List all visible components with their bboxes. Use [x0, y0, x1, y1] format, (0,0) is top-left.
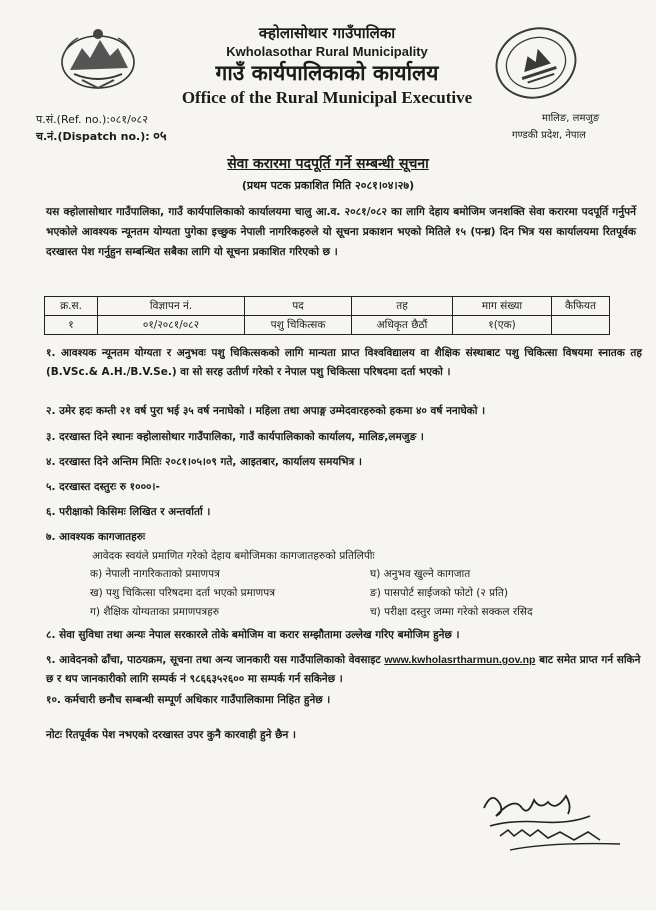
nepal-emblem-logo [52, 22, 144, 94]
handwritten-signature [470, 786, 640, 856]
office-name-np: गाउँ कार्यपालिकाको कार्यालय [215, 61, 439, 85]
item-text: लिखित र अन्तर्वार्ता । [129, 506, 211, 518]
document-council-registration: ख) पशु चिकित्सा परिषदमा दर्ता भएको प्रमाणपत्र [90, 587, 276, 599]
table-header: माग संख्या [453, 297, 552, 316]
ref-value: ०८१/०८२ [109, 113, 148, 126]
requirement-benefits [46, 626, 642, 645]
notice-title: सेवा करारमा पदपूर्ति गर्ने सम्बन्धी सूचना [227, 156, 429, 172]
item-number: ६. [46, 506, 56, 518]
address-line-2: गण्डकी प्रदेश, नेपाल [512, 130, 586, 141]
item-text: कर्मचारी छनौच सम्बन्धी सम्पूर्ण अधिकार गाउँपालिकामा निहित हुनेछ । [64, 694, 331, 706]
item-number: ३. [46, 431, 56, 443]
table-cell: पशु चिकित्सक [245, 316, 352, 335]
document-citizenship: क) नेपाली नागरिकताको प्रमाणपत्र [90, 568, 220, 580]
item-text: आवेदनको ढाँचा, पाठयक्रम, सूचना तथा अन्य जानकारी यस गाउँपालिकाको वेवसाइट [59, 654, 381, 666]
documents-intro: आवेदक स्वयंले प्रमाणित गरेको देहाय बमोजिमका कागजातहरुको प्रतिलिपीः [92, 550, 375, 562]
table-cell: ०१/२०८१/०८२ [98, 316, 245, 335]
table-cell: १(एक) [453, 316, 552, 335]
item-text: क्होलासोथार गाउँपालिका, गाउँ कार्यपालिकाको कार्यालय, मालिङ,लमजुङ । [136, 431, 424, 443]
item-number: ४. [46, 456, 56, 468]
requirement-exam-type [46, 503, 642, 522]
document-academic-certificates: ग) शैक्षिक योग्यताका प्रमाणपत्रहरु [90, 606, 219, 618]
document-experience: घ) अनुभव खुल्ने कागजात [370, 568, 471, 580]
requirement-authority [46, 691, 642, 710]
item-number: २. [46, 405, 56, 417]
requirement-application-place [46, 428, 642, 447]
item-label: उमेर हदः [59, 405, 93, 417]
item-text: पशु चिकित्सकको लागि मान्यता प्राप्त विश्वविद्यालय वा शैक्षिक संस्थाबाट पशु चिकित्सा विषयमा स्नातक तह (B.VSc.& A.H./B.V.Se.) वा सो सरह उतीर्ण गरेको र नेपाल पशु चिकित्सा परिषदमा दर्ता भएको । [46, 347, 642, 378]
item-label: आवश्यक न्यूनतम योग्यता र अनुभवः [61, 347, 206, 359]
document-photo: ङ) पासपोर्ट साईजको फोटो (२ प्रति) [370, 587, 508, 599]
table-cell: अधिकृत छैठौं [352, 316, 453, 335]
notice-subtitle: (प्रथम पटक प्रकाशित मिति २०८१।०४।२७) [241, 179, 415, 192]
requirement-age-limit [46, 402, 642, 421]
table-header: क्र.स. [45, 297, 98, 316]
table-header: कैफियत [552, 297, 610, 316]
item-number: ५. [46, 481, 56, 493]
item-label: दरखास्त दस्तुरः [59, 481, 117, 493]
table-row [45, 316, 610, 335]
item-label: सेवा सुविधा तथा अन्यः [59, 629, 146, 641]
item-number: ७. [46, 531, 56, 543]
item-text: रु १०००।- [119, 481, 160, 493]
reference-number [36, 112, 148, 127]
item-text: नेपाल सरकारले तोके बमोजिम वा करार सम्झौतामा उल्लेख गरिए बमोजिम हुनेछ । [148, 629, 460, 641]
notice-intro: यस क्होलासोथार गाउँपालिका, गाउँ कार्यपालिकाको कार्यालयमा चालु आ.व. २०८१/०८२ का लागि देहाय बमोजिम जनशक्ति सेवा करारमा पदपूर्ति गर्नुपर्ने भएकोले आवश्यक न्यूनतम योग्यता पुगेका इच्छुक नेपाली नागरिकहरुले यो सूचना प्रकाशन भएको मितिले १५ (पन्ध्र) दिन भित्र यस कार्यालयमा रितपूर्वक दरखास्त पेश गर्नुहुन सम्बन्धित सबैका लागि यो सूचना प्रकाशित गरिएको छ । [46, 206, 636, 258]
item-number: ८. [46, 629, 56, 641]
document-fee-receipt: च) परीक्षा दस्तुर जम्मा गरेको सक्कल रसिद [370, 606, 533, 618]
item-label: दरखास्त दिने स्थानः [59, 431, 134, 443]
vacancy-table [44, 296, 610, 335]
requirement-qualification [46, 344, 642, 382]
office-name-en: Office of the Rural Municipal Executive [181, 88, 473, 107]
table-header: पद [245, 297, 352, 316]
municipality-name-np: क्होलासोथार गाउँपालिका [258, 24, 396, 42]
address-line-1: मालिङ, लमजुङ [542, 113, 600, 124]
item-label: दरखास्त दिने अन्तिम मितिः [59, 456, 162, 468]
office-seal-stamp [488, 18, 584, 108]
requirement-website-contact [46, 651, 646, 689]
table-header: विज्ञापन नं. [98, 297, 245, 316]
table-header: तह [352, 297, 453, 316]
ref-label: प.सं.(Ref. no.): [36, 113, 110, 126]
dispatch-label: च.नं.(Dispatch no.): [36, 130, 150, 143]
requirement-deadline [46, 453, 642, 472]
dispatch-number [36, 129, 167, 144]
item-number: ९. [46, 654, 56, 666]
website-link[interactable]: www.kwholasrtharmun.gov.np [384, 654, 536, 666]
municipality-name-en: Kwholasothar Rural Municipality [226, 44, 428, 59]
item-number: १. [46, 347, 56, 359]
notice-note: नोटः रितपूर्वक पेश नभएको दरखास्त उपर कुनै कारवाही हुने छैन । [46, 729, 296, 741]
item-label: परीक्षाको किसिमः [59, 506, 126, 518]
table-cell [552, 316, 610, 335]
dispatch-value: ०५ [153, 129, 167, 144]
letterhead [150, 24, 504, 109]
requirement-documents [46, 528, 642, 547]
item-number: १०. [46, 694, 61, 706]
item-text: २०८१।०५।०९ गते, आइतबार, कार्यालय समयभित्र । [165, 456, 362, 468]
item-text: बाट समेत प्राप्त गर्न सकिने छ र थप जानकारीको लागि सम्पर्क नं ९८६६३५२६०० मा सम्पर्क गर्न सकिनेछ । [46, 654, 641, 685]
requirement-fee [46, 478, 642, 497]
table-cell: १ [45, 316, 98, 335]
item-text: कम्ती २१ वर्ष पुरा भई ३५ वर्ष ननाघेको । महिला तथा अपाङ्ग उम्मेदवारहरुको हकमा ४० वर्ष ननाघेको । [96, 405, 486, 417]
table-header-row [45, 297, 610, 316]
item-label: आवश्यक कागजातहरुः [59, 531, 146, 543]
